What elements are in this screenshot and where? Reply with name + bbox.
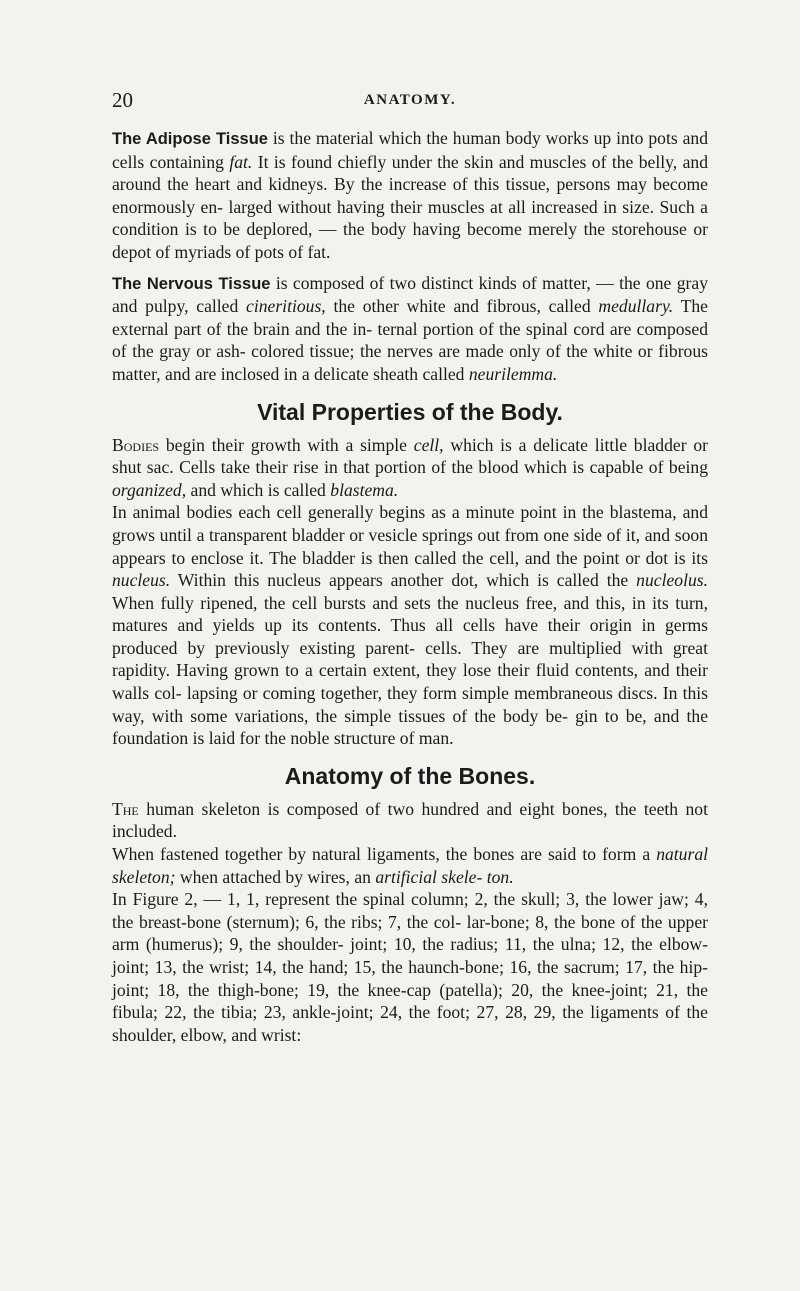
running-head: ANATOMY. — [363, 92, 457, 108]
text-run: when attached by wires, an — [175, 866, 376, 887]
italic-term: cell, — [413, 434, 444, 455]
text-run: human skeleton is composed of two hundred and eight bones, the teeth not included. — [112, 798, 708, 842]
italic-term: nucleus. — [112, 570, 171, 591]
paragraph-skeleton — [112, 798, 708, 843]
paragraph-nervous-tissue — [112, 272, 708, 386]
italic-term: natural skeleton; — [112, 844, 708, 887]
page-header — [112, 88, 708, 112]
text-run: When fully ripened, the cell bursts and sets the nucleus free, and this, in its turn, matures and yields up its contents. Thus all cells have their origin in germs produced by previously existing parent- cells. They are multiplied with great rapidity. Having grown to a certain extent, they lose their fluid contents, and their walls col- lapsing or coming together, they form simple membraneous discs. In this way, with some variations, the simple tissues of the body be- gin to be, and the foundation is laid for the noble structure of man. — [112, 592, 708, 749]
italic-term: cineritious, — [246, 296, 326, 317]
text-run: In Figure 2, — 1, 1, represent the spinal column; 2, the skull; 3, the lower jaw; 4, the breast-bone (sternum); 6, the ribs; 7, the col- lar-bone; 8, the bone of the upper arm (humerus); 9, the shoulder- joint; 10, the radius; 11, the ulna; 12, the elbow-joint; 13, the wrist; 14, the hand; 15, the haunch-bone; 16, the sacrum; 17, the hip-joint; 18, the thigh-bone; 19, the knee-cap (patella); 20, the knee-joint; 21, the fibula; 22, the tibia; 23, ankle-joint; 24, the foot; 27, 28, 29, the ligaments of the shoulder, elbow, and wrist: — [112, 889, 708, 1045]
small-caps-word: The — [112, 798, 139, 819]
paragraph-cell-development — [112, 501, 708, 750]
text-run: which is a delicate little bladder or shut sac. Cells take their rise in that portion of the blood which is capable of being — [112, 434, 708, 478]
paragraph-adipose-tissue — [112, 127, 708, 264]
section-heading-vital-properties: Vital Properties of the Body. — [257, 398, 563, 425]
paragraph-bodies — [112, 434, 708, 502]
text-run: Within this nucleus appears another dot, which is called the — [170, 570, 637, 591]
italic-term: neurilemma. — [468, 363, 558, 384]
text-run: and which is called — [186, 479, 331, 500]
paragraph-figure-2-legend — [112, 888, 708, 1046]
lead-term: The Adipose Tissue — [112, 130, 268, 148]
text-run: It is found chiefly under the skin and muscles of the belly, and around the heart and kidneys. By the increase of this tissue, persons may become enormously en- larged without having their muscles at all increased in size. Such a condition is to be deplored, — the body having become merely the storehouse or depot of myriads of pots of fat. — [112, 151, 708, 262]
text-run: is the material which the human body works up into pots and cells containing — [112, 128, 708, 172]
italic-term: fat. — [229, 151, 253, 172]
text-run: is composed of two distinct kinds of matter, — the one gray and pulpy, called — [112, 272, 708, 317]
text-run: In animal bodies each cell generally begins as a minute point in the blastema, and grows until a transparent bladder or vesicle springs out from one side of it, and soon appears to enclose it. The bladder is then called the cell, and the point or dot is its — [112, 502, 708, 568]
italic-term: blastema. — [330, 479, 399, 500]
page-number: 20 — [112, 88, 133, 112]
paragraph-ligaments — [112, 843, 708, 888]
italic-term: artificial skele- ton. — [375, 866, 514, 887]
body-text — [112, 127, 708, 1046]
text-run: begin their growth with a simple — [159, 434, 414, 455]
small-caps-word: Bodies — [112, 434, 160, 455]
italic-term: nucleolus. — [636, 570, 708, 591]
text-run: The external part of the brain and the in- ternal portion of the spinal cord are composed of the gray or ash- colored tissue; the nerves are made only of the white or fibrous matter, and are inclosed in a delicate sheath called — [112, 296, 708, 384]
section-heading-anatomy-of-bones: Anatomy of the Bones. — [284, 762, 536, 789]
text-run: When fastened together by natural ligaments, the bones are said to form a — [112, 844, 657, 865]
lead-term: The Nervous Tissue — [112, 274, 271, 293]
text-run: the other white and fibrous, called — [325, 296, 599, 317]
italic-term: medullary. — [598, 296, 674, 317]
italic-term: organized, — [112, 479, 187, 500]
